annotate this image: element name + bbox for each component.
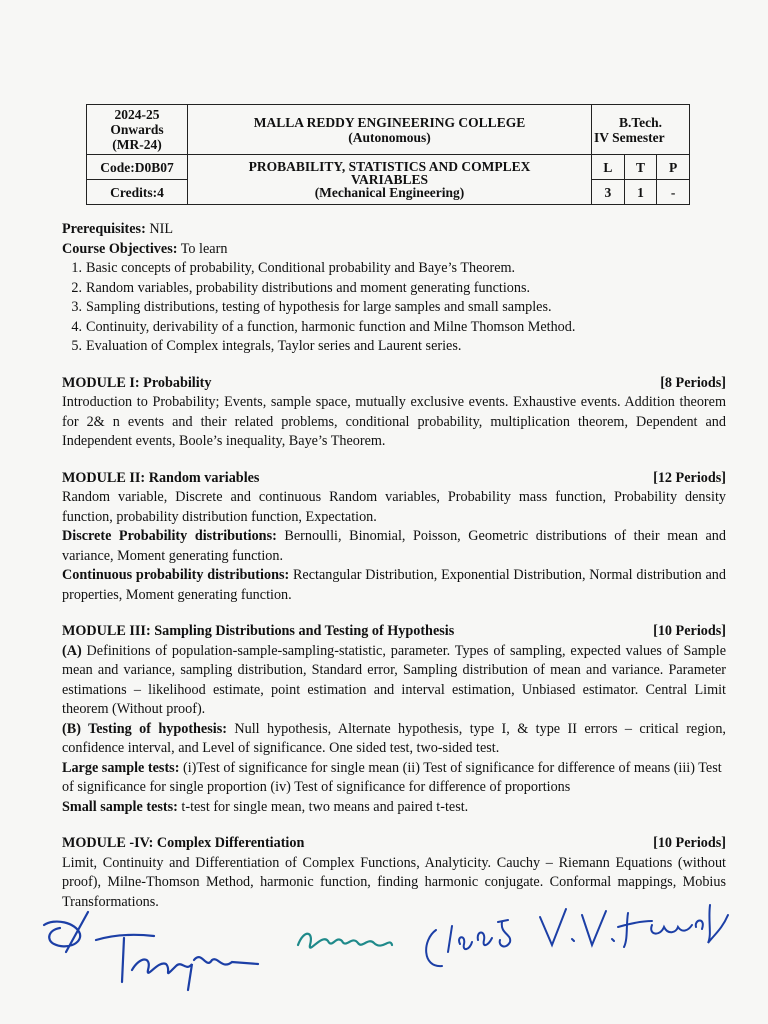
semester-label: IV Semester: [594, 129, 665, 145]
course-title-line2: VARIABLES: [350, 172, 429, 187]
list-item: [62, 259, 726, 279]
signature-4: [532, 895, 732, 955]
ltp-label-t: T: [624, 155, 657, 180]
ltp-value-p: -: [657, 180, 690, 205]
regulation-cell: [87, 105, 188, 155]
module-3-part-b: [62, 720, 726, 759]
part-a-label: (A): [62, 642, 82, 659]
objectives-heading: [62, 240, 726, 260]
prerequisites: [62, 220, 726, 240]
large-sample-text: (i)Test of significance for single mean (ii) Test of significance for difference of means (iii) Test of significance for single proportion (iv) Test of significance for difference of proportions: [62, 759, 722, 795]
module-periods: [10 Periods]: [653, 623, 726, 639]
signature-3: [412, 900, 532, 980]
item-text: Evaluation of Complex integrals, Taylor series and Laurent series.: [86, 338, 462, 354]
college-cell: [188, 105, 592, 155]
course-header-table: [86, 104, 690, 205]
module-title: MODULE III: Sampling Distributions and Testing of Hypothesis: [62, 623, 455, 639]
module-1-body: Introduction to Probability; Events, sample space, mutually exclusive events. Exhaustive events. Addition theorem for 2& n events and their related problems, conditional probability, multiplication theorem, Dependent and Independent events, Boole’s inequality, Baye’s Theorem.: [62, 394, 726, 449]
signature-2: [292, 915, 402, 965]
signature-1: [36, 900, 266, 1000]
objectives-label: Course Objectives:: [62, 240, 178, 257]
module-title: MODULE -IV: Complex Differentiation: [62, 835, 305, 851]
department-label: (Mechanical Engineering): [314, 185, 465, 200]
program-cell: [592, 105, 690, 155]
list-item: [62, 279, 726, 299]
module-3-part-a: [62, 642, 726, 720]
objectives-list: [62, 259, 726, 357]
year-line: 2024-25: [114, 107, 160, 122]
ltp-value-l: 3: [592, 180, 625, 205]
module-2-discrete: [62, 527, 726, 566]
large-sample-label: Large sample tests:: [62, 759, 180, 776]
module-2-body: Random variable, Discrete and continuous Random variables, Probability mass function, Probability density function, probability distribution function, Expectation.: [62, 489, 726, 525]
credits-cell: Credits:4: [87, 180, 188, 205]
module-4-heading: [62, 834, 726, 854]
discrete-text: Bernoulli, Binomial, Poisson, Geometric distributions of their mean and variance, Moment generating function.: [62, 528, 726, 564]
item-number: 4.: [71, 318, 82, 335]
item-number: 1.: [71, 260, 82, 276]
module-title: MODULE I: Probability: [62, 374, 212, 391]
module-2-heading: [62, 469, 726, 489]
part-a-text: Definitions of population-sample-sampling-statistic, parameter. Types of sampling, expected values of Sample mean and variance, sampling distribution, Standard error, Sampling distribution of mean and variance. Parameter estimations – likelihood estimate, point estimation and interval estimation, Unbiased estimator. Central Limit theorem (Without proof).: [62, 642, 726, 717]
autonomous-label: (Autonomous): [348, 129, 431, 145]
onwards-line: Onwards: [110, 122, 164, 137]
item-number: 5.: [71, 338, 82, 354]
module-3-heading: [62, 622, 726, 642]
module-4-body: Limit, Continuity and Differentiation of Complex Functions, Analyticity. Cauchy – Riemann Equations (without proof), Milne-Thomson Method, harmonic function, finding harmonic conjugate. Conformal mappings, Mobius Transformations.: [62, 854, 726, 910]
prerequisites-label: Prerequisites:: [62, 221, 146, 237]
list-item: [62, 298, 726, 318]
part-b-text: Null hypothesis, Alternate hypothesis, type I, & type II errors – critical region, confidence interval, and Level of significance. One sided test, two-sided test.: [62, 720, 726, 756]
module-periods: [12 Periods]: [653, 469, 726, 486]
module-1-heading: [62, 374, 726, 394]
program-label: B.Tech.: [618, 114, 662, 130]
item-text: Basic concepts of probability, Conditional probability and Baye’s Theorem.: [86, 260, 516, 276]
module-3-small-sample: [62, 798, 726, 818]
regulation-code: (MR-24): [112, 137, 162, 152]
list-item: [62, 337, 726, 357]
module-3-large-sample: [62, 759, 726, 798]
objectives-intro: To learn: [177, 240, 228, 257]
module-2-continuous: [62, 566, 726, 605]
ltp-label-p: P: [657, 155, 690, 180]
college-name: MALLA REDDY ENGINEERING COLLEGE: [253, 114, 526, 130]
item-text: Continuity, derivability of a function, harmonic function and Milne Thomson Method.: [86, 318, 576, 335]
continuous-label: Continuous probability distributions:: [62, 567, 290, 583]
course-code-cell: Code:D0B07: [87, 155, 188, 180]
small-sample-text: t-test for single mean, two means and paired t-test.: [177, 798, 469, 815]
item-text: Sampling distributions, testing of hypothesis for large samples and small samples.: [86, 299, 552, 315]
prerequisites-value: NIL: [145, 221, 173, 237]
discrete-label: Discrete Probability distributions:: [62, 528, 277, 544]
syllabus-content: [62, 220, 726, 912]
part-b-label: (B) Testing of hypothesis:: [62, 720, 227, 737]
continuous-text: Rectangular Distribution, Exponential Distribution, Normal distribution and properties, Moment generating function.: [62, 567, 726, 603]
item-number: 3.: [71, 299, 82, 315]
small-sample-label: Small sample tests:: [62, 798, 178, 815]
ltp-label-l: L: [592, 155, 625, 180]
item-number: 2.: [71, 279, 82, 296]
list-item: [62, 318, 726, 338]
item-text: Random variables, probability distributions and moment generating functions.: [86, 279, 531, 296]
ltp-value-t: 1: [624, 180, 657, 205]
module-periods: [10 Periods]: [653, 835, 726, 851]
course-title-cell: [188, 155, 592, 205]
course-title-line1: PROBABILITY, STATISTICS AND COMPLEX: [248, 159, 531, 174]
module-periods: [8 Periods]: [660, 374, 726, 391]
module-title: MODULE II: Random variables: [62, 469, 260, 486]
